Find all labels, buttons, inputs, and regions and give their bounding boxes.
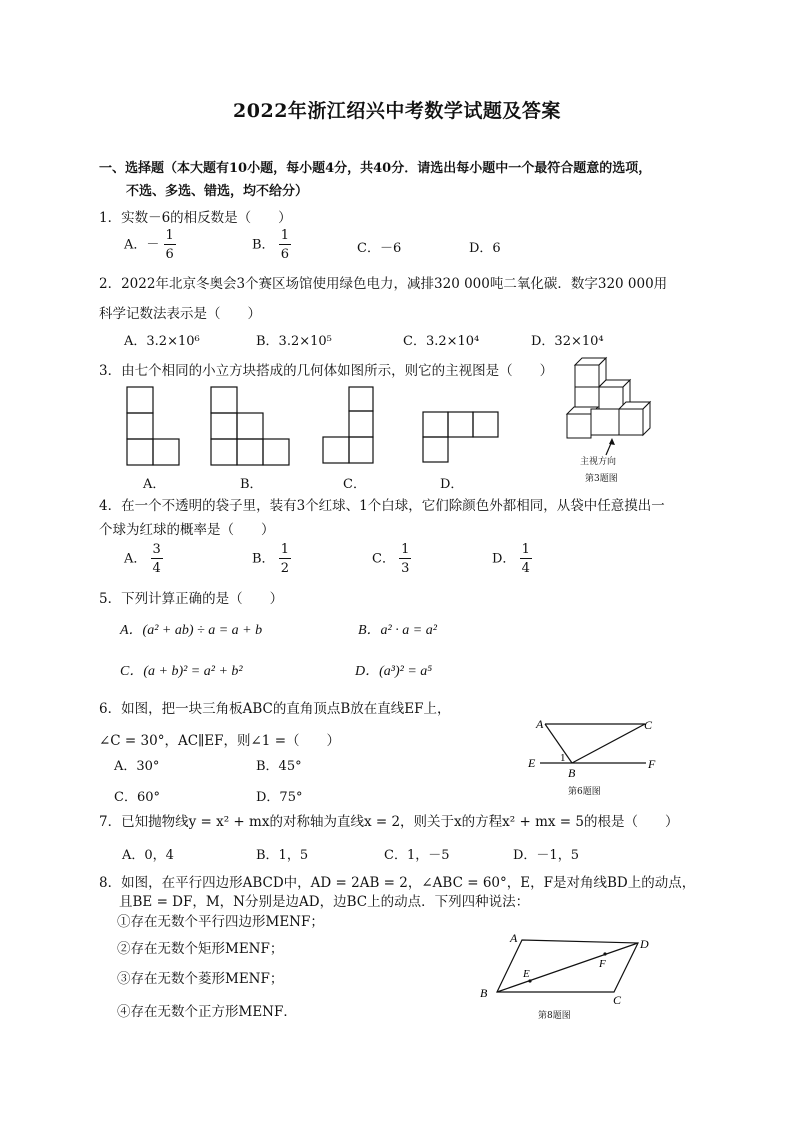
q5-option-a: A．(a² + ab) ÷ a = a + b	[120, 623, 263, 638]
q4-option-c	[372, 543, 411, 575]
q8-label-a: A	[510, 931, 518, 945]
q6-figure	[520, 712, 670, 792]
q4-b-label: B．	[252, 551, 275, 567]
q8-line1: 8．如图，在平行四边形ABCD中，AD = 2AB = 2，∠ABC = 60°，E，F是对角线BD上的动点，	[99, 875, 696, 891]
q8-line2: 且BE = DF，M，N分别是边AD，边BC上的动点．下列四种说法：	[119, 894, 530, 910]
q3-option-d-view	[423, 412, 498, 462]
q1-b-fraction: $\frac{1}{6}$	[280, 228, 289, 262]
q8-figure	[472, 930, 662, 1005]
q3-label-b: B．	[240, 477, 263, 492]
q2-option-b: B．3.2×10⁵	[256, 334, 332, 349]
q1-a-label: A．－	[124, 237, 160, 253]
q4-a-fraction: $\frac{3}{4}$	[152, 542, 161, 576]
q8-label-c: C	[613, 993, 622, 1005]
q6-label-e: E	[528, 756, 536, 770]
q3-option-a-view	[127, 387, 179, 465]
q7-option-d: D．－1，5	[513, 848, 579, 863]
q3-label-c: C．	[343, 477, 366, 492]
q5-option-d: D．(a³)² = a⁵	[355, 664, 433, 679]
q6-line1: 6．如图，把一块三角板ABC的直角顶点B放在直线EF上，	[99, 701, 451, 717]
q6-label-f: F	[648, 757, 656, 771]
q5-option-c: C．(a + b)² = a² + b²	[120, 664, 243, 679]
q4-c-label: C．	[372, 551, 395, 567]
q1-option-a	[124, 229, 176, 261]
q4-line2: 个球为红球的概率是（ ）	[99, 522, 275, 538]
q3-label-a: A．	[143, 477, 166, 492]
q1-b-label: B．	[252, 237, 275, 253]
q4-a-label: A．	[124, 551, 147, 567]
section-header-line2: 不选、多选、错选，均不给分）	[126, 184, 309, 199]
q2-line1: 2．2022年北京冬奥会3个赛区场馆使用绿色电力，减排320 000吨二氧化碳．数字320 000用	[99, 276, 668, 292]
q1-option-c: C．－6	[357, 241, 402, 256]
q4-option-b	[252, 543, 291, 575]
q8-statement-1: ①存在无数个平行四边形MENF；	[117, 914, 324, 930]
q2-option-c: C．3.2×10⁴	[403, 334, 480, 349]
q6-option-c: C．60°	[114, 790, 160, 805]
q6-option-a: A．30°	[114, 759, 160, 774]
q8-statement-2: ②存在无数个矩形MENF；	[117, 941, 284, 957]
q1-option-b	[252, 229, 291, 261]
q2-option-a: A．3.2×10⁶	[124, 334, 200, 349]
q1-option-d: D．6	[469, 241, 501, 256]
q6-angle-label: 1	[560, 752, 566, 764]
page-title: 2022年浙江绍兴中考数学试题及答案	[233, 100, 561, 122]
q3-isometric-figure	[560, 352, 670, 457]
q5-option-b: B．a² · a = a²	[358, 623, 437, 638]
q1-a-fraction: $\frac{1}{6}$	[165, 228, 174, 262]
section-header-line1: 一、选择题（本大题有10小题，每小题4分，共40分．请选出每小题中一个最符合题意的选项，	[99, 161, 652, 176]
q3-option-b-view	[211, 387, 289, 465]
q8-label-d: D	[640, 937, 649, 951]
q4-d-fraction: $\frac{1}{4}$	[521, 542, 530, 576]
q3-label-d: D．	[440, 477, 464, 492]
q6-label-c: C	[644, 718, 653, 732]
q5-stem: 5．下列计算正确的是（ ）	[99, 591, 284, 607]
q7-option-c: C．1，－5	[384, 848, 450, 863]
q2-line2: 科学记数法表示是（ ）	[99, 306, 261, 322]
q6-figure-caption: 第6题图	[568, 787, 601, 797]
q6-line2: ∠C = 30°，AC∥EF，则∠1 =（ ）	[99, 733, 341, 749]
q4-c-fraction: $\frac{1}{3}$	[401, 542, 410, 576]
q4-d-label: D．	[492, 551, 516, 567]
q8-label-f: F	[599, 958, 606, 970]
q4-line1: 4．在一个不透明的袋子里，装有3个红球、1个白球，它们除颜色外都相同，从袋中任意摸出一	[99, 498, 665, 514]
q6-option-d: D．75°	[256, 790, 303, 805]
q6-label-b: B	[568, 766, 576, 780]
q4-option-a	[124, 543, 163, 575]
q4-b-fraction: $\frac{1}{2}$	[280, 542, 289, 576]
q8-statement-4: ④存在无数个正方形MENF．	[117, 1004, 297, 1020]
q7-option-a: A．0，4	[122, 848, 174, 863]
q8-label-b: B	[480, 986, 488, 1000]
q6-option-b: B．45°	[256, 759, 302, 774]
q8-statement-3: ③存在无数个菱形MENF；	[117, 971, 284, 987]
q3-option-c-view	[323, 387, 373, 463]
q7-option-b: B．1，5	[256, 848, 309, 863]
q7-stem: 7．已知抛物线y = x² + mx的对称轴为直线x = 2，则关于x的方程x² + mx = 5的根是（ ）	[99, 814, 679, 830]
q2-option-d: D．32×10⁴	[531, 334, 604, 349]
q1-stem: 1．实数－6的相反数是（ ）	[99, 210, 292, 226]
q3-arrow-label: 主视方向	[580, 457, 617, 467]
q8-label-e: E	[523, 968, 530, 980]
q6-label-a: A	[536, 717, 544, 731]
q8-figure-caption: 第8题图	[538, 1011, 571, 1021]
q3-stem: 3．由七个相同的小立方块搭成的几何体如图所示，则它的主视图是（ ）	[99, 363, 554, 379]
q3-figure-caption: 第3题图	[585, 474, 618, 484]
q4-option-d	[492, 543, 532, 575]
